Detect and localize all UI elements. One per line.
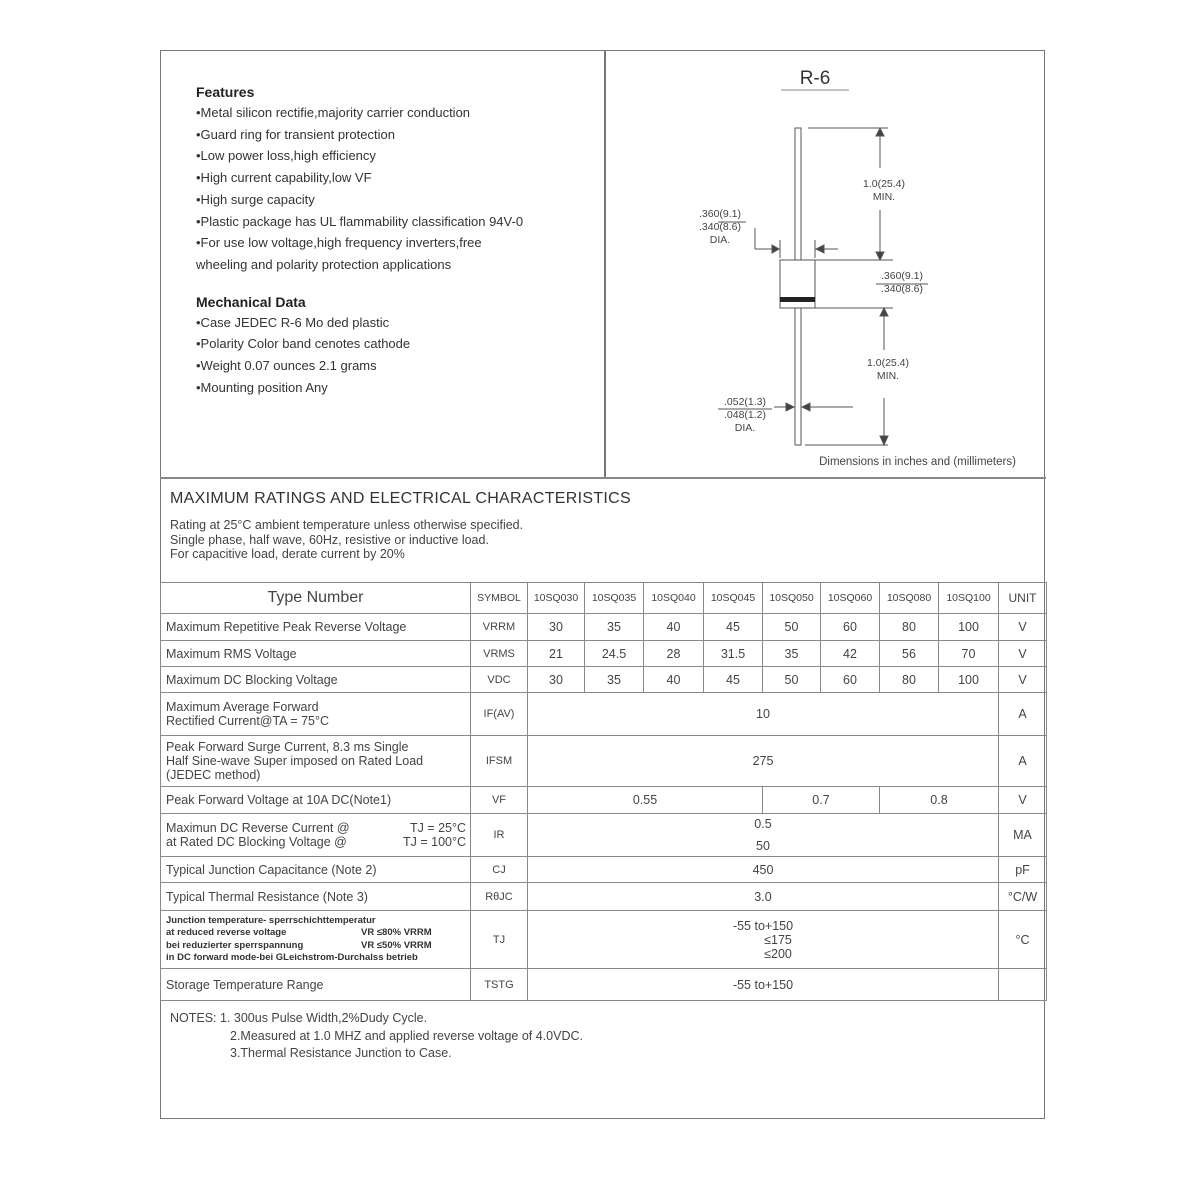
table-row <box>161 693 1047 736</box>
dim-text: .052(1.3) <box>723 396 767 408</box>
feature-item: •High surge capacity <box>196 191 315 207</box>
dim-text: 1.0(25.4) <box>866 357 910 369</box>
row-label <box>161 911 471 969</box>
feature-item: •High current capability,low VF <box>196 170 372 186</box>
feature-item: •Guard ring for transient protection <box>196 126 395 142</box>
table-row <box>161 911 1047 969</box>
label-line: (JEDEC method) <box>166 768 261 782</box>
row-symbol: CJ <box>471 857 528 883</box>
row-symbol: IFSM <box>471 736 528 787</box>
condition-text: For capacitive load, derate current by 20% <box>170 547 405 561</box>
ratings-section <box>170 490 631 562</box>
row-unit <box>999 969 1047 1001</box>
part-header: 10SQ040 <box>644 583 704 614</box>
dim-text: .360(9.1) <box>880 270 924 282</box>
cell-value: 30 <box>528 667 585 693</box>
unit-header: UNIT <box>999 583 1047 614</box>
part-header: 10SQ030 <box>528 583 585 614</box>
dim-text: DIA. <box>734 422 756 434</box>
row-label: Maximum DC Blocking Voltage <box>161 667 471 693</box>
label-text: VR ≤80% VRRM <box>361 927 432 938</box>
cell-value: 3.0 <box>528 883 999 911</box>
label-line: Peak Forward Surge Current, 8.3 ms Single <box>166 740 409 754</box>
table-row <box>161 814 1047 857</box>
table-row <box>161 736 1047 787</box>
table-header-row <box>161 583 1047 614</box>
package-outline-drawing <box>0 0 1200 480</box>
row-symbol: RθJC <box>471 883 528 911</box>
label-line: Rectified Current@TA = 75°C <box>166 714 330 728</box>
cell-value <box>528 911 999 969</box>
temp-text: TJ = 25°C <box>409 821 466 835</box>
cell-value: 275 <box>528 736 999 787</box>
row-symbol: VF <box>471 787 528 814</box>
label-line: Maximum Average Forward <box>166 700 319 714</box>
row-symbol: TJ <box>471 911 528 969</box>
row-label: Maximum RMS Voltage <box>161 641 471 667</box>
label-line: Half Sine-wave Super imposed on Rated Load <box>166 754 424 768</box>
row-symbol: IF(AV) <box>471 693 528 736</box>
mechanical-item: •Mounting position Any <box>196 379 328 395</box>
row-symbol: TSTG <box>471 969 528 1001</box>
dimensions-caption: Dimensions in inches and (millimeters) <box>819 456 1016 468</box>
row-label: Typical Thermal Resistance (Note 3) <box>161 883 471 911</box>
row-label <box>161 736 471 787</box>
type-number-header: Type Number <box>161 583 471 614</box>
dim-text: .340(8.6) <box>698 221 742 233</box>
row-symbol: VDC <box>471 667 528 693</box>
note: NOTES: 1. 300us Pulse Width,2%Dudy Cycle. <box>170 1011 428 1025</box>
condition-text: Rating at 25°C ambient temperature unless otherwise specified. <box>170 518 524 532</box>
value-line: ≤175 <box>764 932 792 947</box>
label-line <box>166 927 466 940</box>
row-label <box>161 693 471 736</box>
cell-value: 450 <box>528 857 999 883</box>
ratings-conditions <box>170 518 631 562</box>
part-header: 10SQ060 <box>821 583 880 614</box>
cell-value: 50 <box>763 614 821 641</box>
label-line: Junction temperature- sperrschichttemperatur <box>166 914 376 926</box>
cell-value: 100 <box>939 667 999 693</box>
row-symbol: VRRM <box>471 614 528 641</box>
row-unit: V <box>999 614 1047 641</box>
body-length-label <box>872 270 932 296</box>
dim-text: MIN. <box>872 191 896 203</box>
cell-value <box>528 814 999 857</box>
table-row <box>161 857 1047 883</box>
part-header: 10SQ100 <box>939 583 999 614</box>
table-row <box>161 883 1047 911</box>
row-unit: V <box>999 787 1047 814</box>
cell-value: 56 <box>880 641 939 667</box>
cell-value: 28 <box>644 641 704 667</box>
part-header: 10SQ080 <box>880 583 939 614</box>
mechanical-item: •Weight 0.07 ounces 2.1 grams <box>196 358 377 374</box>
body-diameter-label <box>690 208 750 247</box>
cell-value: 50 <box>763 667 821 693</box>
cell-value: 70 <box>939 641 999 667</box>
row-label: Storage Temperature Range <box>161 969 471 1001</box>
label-text: Maximun DC Reverse Current @ <box>166 821 350 835</box>
ratings-title: MAXIMUM RATINGS AND ELECTRICAL CHARACTERISTICS <box>170 490 631 507</box>
cell-value: 35 <box>585 667 644 693</box>
mechanical-item: •Case JEDEC R-6 Mo ded plastic <box>196 314 390 330</box>
condition-text: Single phase, half wave, 60Hz, resistive or inductive load. <box>170 532 489 547</box>
cell-value: 60 <box>821 614 880 641</box>
value-line: 50 <box>756 839 770 853</box>
note: 3.Thermal Resistance Junction to Case. <box>230 1046 452 1060</box>
notes-section <box>170 1010 583 1063</box>
feature-item: •Low power loss,high efficiency <box>196 148 376 164</box>
lead-length-label <box>856 357 920 383</box>
value-line: ≤200 <box>764 946 792 961</box>
part-header: 10SQ050 <box>763 583 821 614</box>
symbol-header: SYMBOL <box>471 583 528 614</box>
features-title: Features <box>196 84 255 100</box>
row-label: Peak Forward Voltage at 10A DC(Note1) <box>161 787 471 814</box>
dim-text: .340(8.6) <box>880 283 924 295</box>
cell-value: 40 <box>644 614 704 641</box>
row-unit: MA <box>999 814 1047 857</box>
row-unit: °C/W <box>999 883 1047 911</box>
label-text: at Rated DC Blocking Voltage @ <box>166 835 347 849</box>
note: 2.Measured at 1.0 MHZ and applied reverse voltage of 4.0VDC. <box>230 1028 583 1043</box>
cell-value: 45 <box>704 667 763 693</box>
cell-value: 31.5 <box>704 641 763 667</box>
cell-value: 45 <box>704 614 763 641</box>
row-label <box>161 814 471 857</box>
row-unit: pF <box>999 857 1047 883</box>
table-row <box>161 614 1047 641</box>
row-symbol: VRMS <box>471 641 528 667</box>
mechanical-title: Mechanical Data <box>196 293 306 310</box>
label-text: at reduced reverse voltage <box>166 927 287 938</box>
cell-value: 100 <box>939 614 999 641</box>
row-unit: A <box>999 693 1047 736</box>
cell-value: 10 <box>528 693 999 736</box>
row-unit: A <box>999 736 1047 787</box>
part-header: 10SQ045 <box>704 583 763 614</box>
label-line: in DC forward mode-bei GLeichstrom-Durchalss betrieb <box>166 952 418 963</box>
row-unit: V <box>999 667 1047 693</box>
label-text: VR ≤50% VRRM <box>361 939 432 951</box>
table-row <box>161 969 1047 1001</box>
cell-value: 0.55 <box>528 787 763 814</box>
label-line <box>166 821 466 835</box>
lead-diameter-label <box>714 396 776 435</box>
feature-item: •Plastic package has UL flammability classification 94V-0 <box>196 213 524 229</box>
row-unit: °C <box>999 911 1047 969</box>
cell-value: 35 <box>763 641 821 667</box>
dim-text: 1.0(25.4) <box>862 178 906 190</box>
row-label: Typical Junction Capacitance (Note 2) <box>161 857 471 883</box>
cell-value: 21 <box>528 641 585 667</box>
part-header: 10SQ035 <box>585 583 644 614</box>
ratings-table <box>160 582 1047 1001</box>
table-row <box>161 667 1047 693</box>
cell-value: 40 <box>644 667 704 693</box>
value-line: 0.5 <box>754 817 772 831</box>
dim-text: MIN. <box>876 370 900 382</box>
cell-value: 42 <box>821 641 880 667</box>
label-line <box>166 835 466 849</box>
row-unit: V <box>999 641 1047 667</box>
label-text: bei reduzierter sperrspannung <box>166 939 304 951</box>
cell-value: 24.5 <box>585 641 644 667</box>
row-label: Maximum Repetitive Peak Reverse Voltage <box>161 614 471 641</box>
cell-value: 30 <box>528 614 585 641</box>
row-symbol: IR <box>471 814 528 857</box>
feature-item: •Metal silicon rectifie,majority carrier conduction <box>196 105 471 120</box>
cell-value: 60 <box>821 667 880 693</box>
dim-text: .360(9.1) <box>698 208 742 220</box>
cell-value: 80 <box>880 614 939 641</box>
dim-text: DIA. <box>709 234 731 246</box>
dim-text: .048(1.2) <box>723 409 767 421</box>
cell-value: -55 to+150 <box>528 969 999 1001</box>
package-name: R-6 <box>799 68 831 89</box>
mechanical-item: •Polarity Color band cenotes cathode <box>196 336 411 352</box>
label-line <box>166 940 466 953</box>
feature-item: •For use low voltage,high frequency inverters,free wheeling and polarity protection applications <box>196 235 482 272</box>
table-row <box>161 787 1047 814</box>
lead-length-label <box>852 178 916 204</box>
cell-value: 35 <box>585 614 644 641</box>
value-line: -55 to+150 <box>732 918 794 933</box>
cell-value: 0.7 <box>763 787 880 814</box>
table-row <box>161 641 1047 667</box>
temp-text: TJ = 100°C <box>402 835 466 849</box>
cell-value: 80 <box>880 667 939 693</box>
cell-value: 0.8 <box>880 787 999 814</box>
